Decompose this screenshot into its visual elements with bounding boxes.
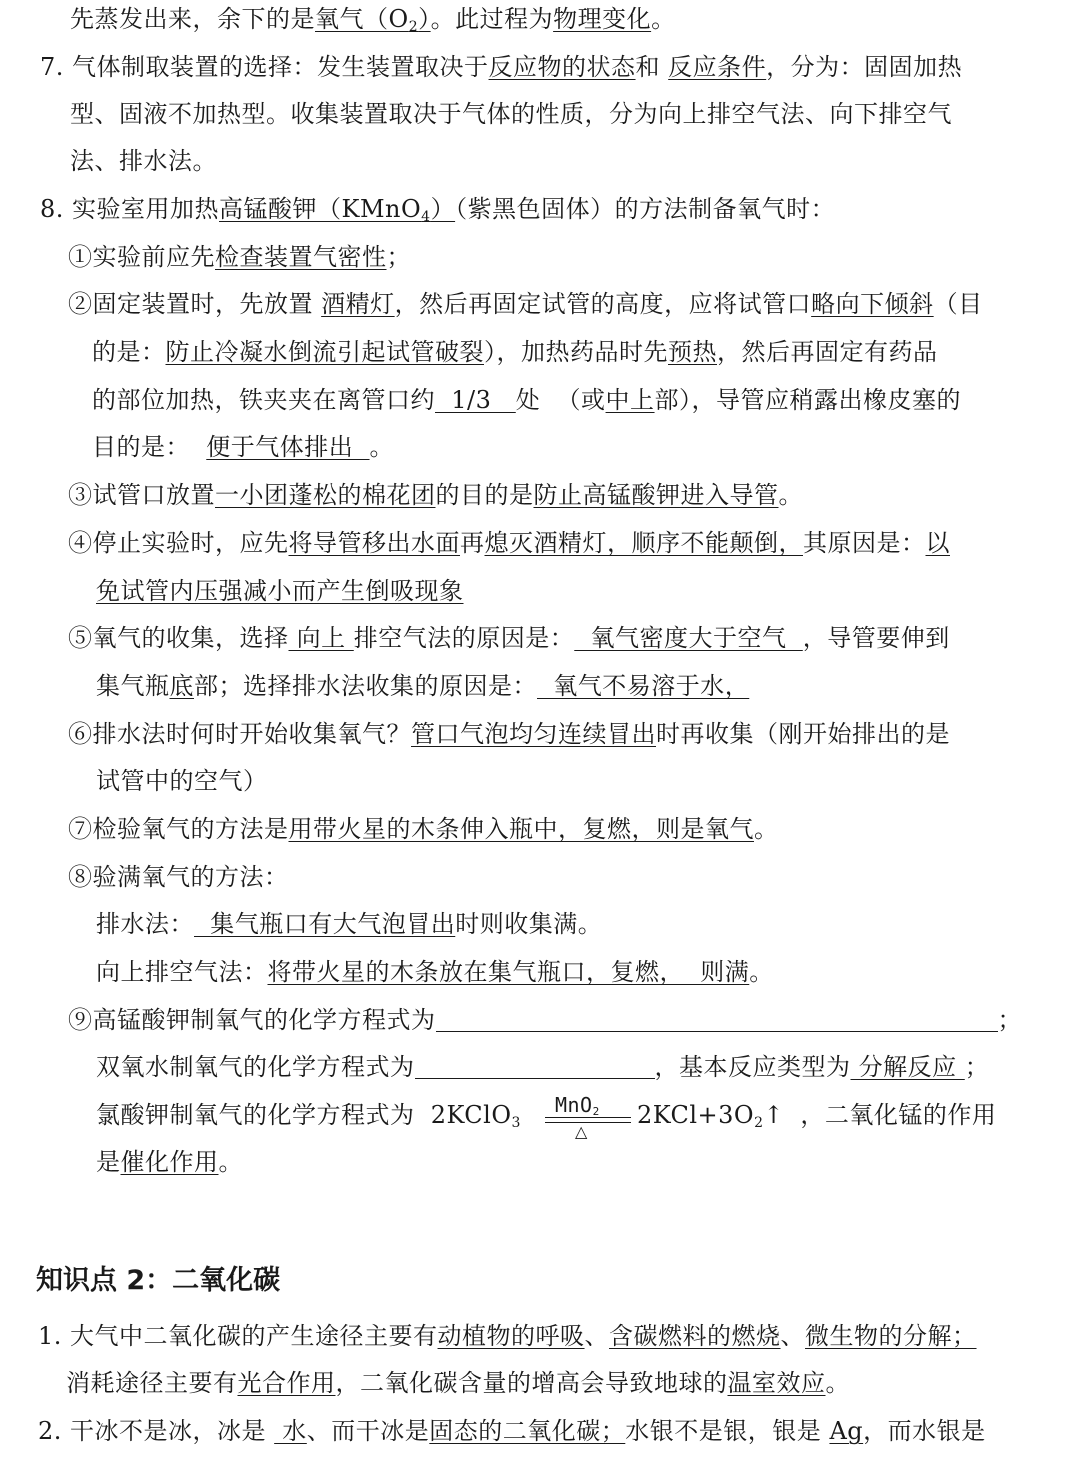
answer-blank bbox=[436, 1007, 998, 1032]
step-8-title: ⑧验满氧气的方法： bbox=[68, 863, 289, 891]
step-9-line-4: 是催化作用。 bbox=[96, 1148, 243, 1176]
reaction-condition: MnO$_2$ △ bbox=[545, 1102, 631, 1132]
step-4-line-2: 免试管内压强减小而产生倒吸现象 bbox=[96, 577, 464, 605]
step-9-line-3: 氯酸钾制氧气的化学方程式为 2KClO$_3$ MnO$_2$ △ $2KCl+3O_2↑$ ，二氧化锰的作用 bbox=[96, 1092, 997, 1141]
step-2-line-1: ②固定装置时，先放置 酒精灯，然后再固定试管的高度，应将试管口略向下倾斜（目 bbox=[68, 290, 983, 318]
step-2-line-2: 的是：防止冷凝水倒流引起试管破裂），加热药品时先预热，然后再固定有药品 bbox=[92, 338, 938, 366]
answer-oxygen: 氧气$(O_2)$ bbox=[315, 5, 431, 35]
step-8-air: 向上排空气法：将带火星的木条放在集气瓶口，复燃， 则满。 bbox=[96, 958, 774, 986]
step-5-line-2: 集气瓶底部；选择排水法收集的原因是： 氧气不易溶于水， bbox=[96, 672, 750, 700]
step-4-line-1: ④停止实验时，应先将导管移出水面再熄灭酒精灯，顺序不能颠倒，其原因是：以 bbox=[68, 529, 950, 557]
step-9-line-2: 双氧水制氧气的化学方程式为 ，基本反应类型为 分解反应 ； bbox=[96, 1053, 990, 1081]
step-6-line-2: 试管中的空气） bbox=[96, 767, 268, 795]
answer-physical-change: 物理变化 bbox=[553, 5, 652, 33]
co2-item-1-line-1: 1. 大气中二氧化碳的产生途径主要有动植物的呼吸、含碳燃料的燃烧、微生物的分解； bbox=[38, 1322, 977, 1350]
item-7-line-1: 7. 气体制取装置的选择：发生装置取决于反应物的状态和 反应条件，分为：固固加热 bbox=[40, 53, 963, 81]
step-9-line-1: ⑨高锰酸钾制氧气的化学方程式为 ； bbox=[68, 1006, 1022, 1034]
step-8-water: 排水法： 集气瓶口有大气泡冒出时则收集满。 bbox=[96, 910, 603, 938]
step-5-line-1: ⑤氧气的收集，选择 向上 排空气法的原因是： 氧气密度大于空气 ，导管要伸到 bbox=[68, 624, 950, 652]
step-3: ③试管口放置一小团蓬松的棉花团的目的是防止高锰酸钾进入导管。 bbox=[68, 481, 803, 509]
co2-item-1-line-2: 消耗途径主要有光合作用，二氧化碳含量的增高会导致地球的温室效应。 bbox=[66, 1369, 850, 1397]
step-7: ⑦检验氧气的方法是用带火星的木条伸入瓶中，复燃，则是氧气。 bbox=[68, 815, 779, 843]
section-heading: 知识点 2：二氧化碳 bbox=[36, 1265, 281, 1296]
item-7-line-3: 法、排水法。 bbox=[70, 147, 217, 175]
step-2-line-4: 目的是： 便于气体排出 。 bbox=[92, 433, 395, 461]
co2-item-2: 2. 干冰不是冰，冰是 水、而干冰是固态的二氧化碳；水银不是银，银是 Ag，而水银是 bbox=[38, 1417, 986, 1445]
item-8-heading: 8. 实验室用加热高锰酸钾（KMnO$_4$）（紫黑色固体）的方法制备氧气时： bbox=[40, 195, 836, 225]
step-1: ①实验前应先检查装置气密性； bbox=[68, 243, 411, 271]
text-line: 先蒸发出来，余下的是氧气$(O_2)$。此过程为物理变化。 bbox=[70, 5, 676, 35]
item-7-line-2: 型、固液不加热型。收集装置取决于气体的性质，分为向上排空气法、向下排空气 bbox=[70, 100, 952, 128]
heat-triangle-icon: △ bbox=[574, 1121, 588, 1141]
answer-blank bbox=[415, 1054, 655, 1079]
step-6-line-1: ⑥排水法时何时开始收集氧气？管口气泡均匀连续冒出时再收集（刚开始排出的是 bbox=[68, 720, 950, 748]
step-2-line-3: 的部位加热，铁夹夹在离管口约 1/3 处 （或中上部），导管应稍露出橡皮塞的 bbox=[92, 386, 962, 414]
